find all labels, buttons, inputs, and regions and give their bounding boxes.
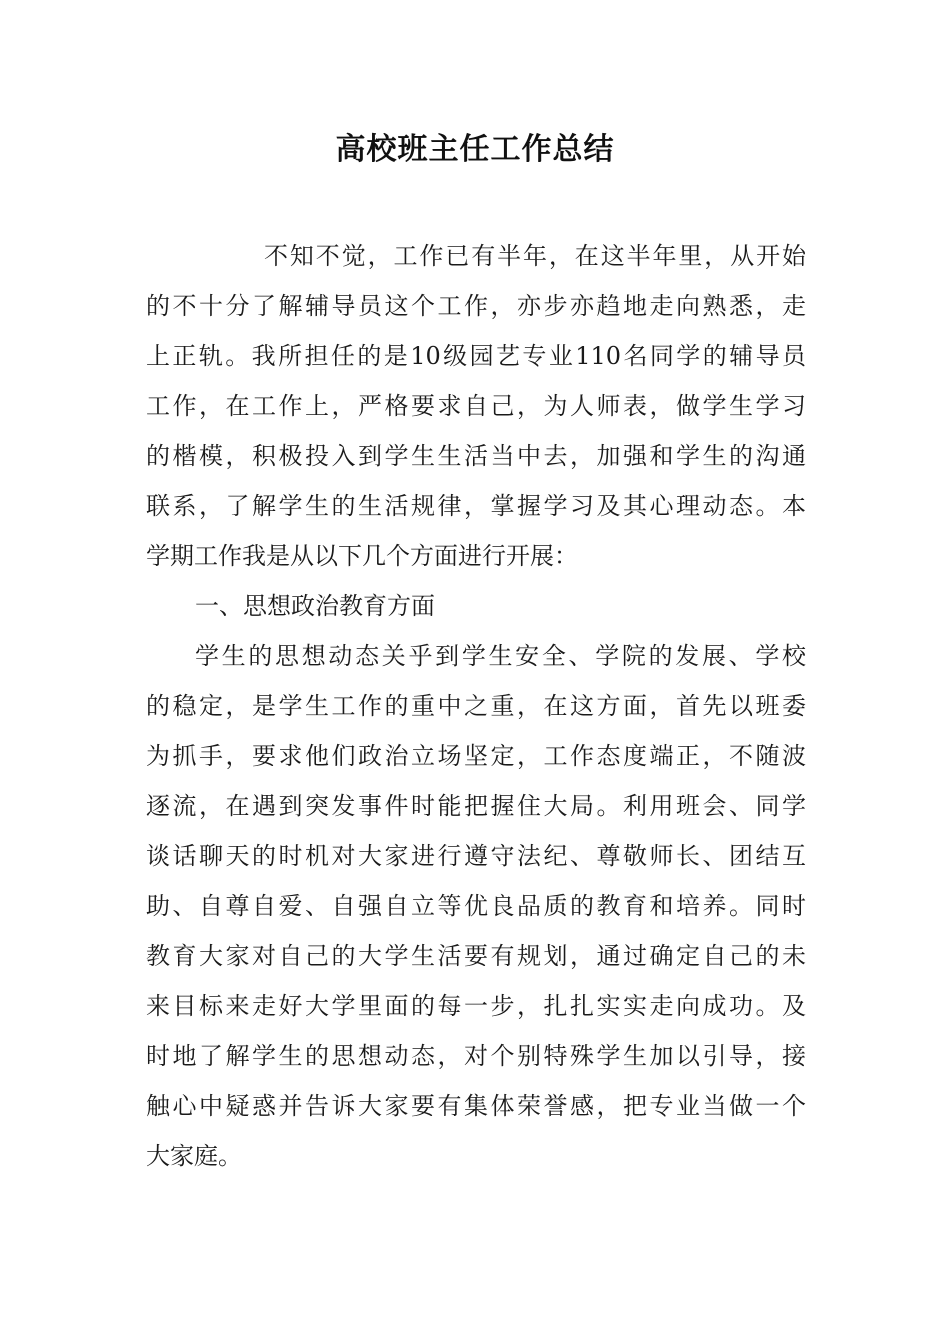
paragraph-line: 的楷模，积极投入到学生生活当中去，加强和学生的沟通 bbox=[146, 442, 806, 470]
paragraph-line: 的不十分了解辅导员这个工作，亦步亦趋地走向熟悉，走 bbox=[146, 292, 806, 320]
paragraph-line: 谈话聊天的时机对大家进行遵守法纪、尊敬师长、团结互 bbox=[146, 842, 806, 870]
paragraph-line: 大家庭。 bbox=[146, 1142, 242, 1170]
paragraph-line: 上正轨。我所担任的是10级园艺专业110名同学的辅导员 bbox=[146, 342, 806, 370]
paragraph-line: 教育大家对自己的大学生活要有规划，通过确定自己的未 bbox=[146, 942, 806, 970]
paragraph-line: 为抓手，要求他们政治立场坚定，工作态度端正，不随波 bbox=[146, 742, 806, 770]
paragraph-line: 触心中疑惑并告诉大家要有集体荣誉感，把专业当做一个 bbox=[146, 1092, 806, 1120]
paragraph-line: 时地了解学生的思想动态，对个别特殊学生加以引导，接 bbox=[146, 1042, 806, 1070]
paragraph-line: 的稳定，是学生工作的重中之重，在这方面，首先以班委 bbox=[146, 692, 806, 720]
paragraph-line: 工作，在工作上，严格要求自己，为人师表，做学生学习 bbox=[146, 392, 806, 420]
paragraph-line: 不知不觉，工作已有半年，在这半年里，从开始 bbox=[264, 242, 806, 270]
paragraph-line: 逐流，在遇到突发事件时能把握住大局。利用班会、同学 bbox=[146, 792, 806, 820]
section-heading: 一、思想政治教育方面 bbox=[195, 592, 435, 620]
paragraph-line: 助、自尊自爱、自强自立等优良品质的教育和培养。同时 bbox=[146, 892, 806, 920]
paragraph-line: 学生的思想动态关乎到学生安全、学院的发展、学校 bbox=[195, 642, 806, 670]
document-title: 高校班主任工作总结 bbox=[335, 132, 615, 167]
paragraph-line: 联系，了解学生的生活规律，掌握学习及其心理动态。本 bbox=[146, 492, 806, 520]
paragraph-line: 来目标来走好大学里面的每一步，扎扎实实走向成功。及 bbox=[146, 992, 806, 1020]
paragraph-line: 学期工作我是从以下几个方面进行开展： bbox=[146, 542, 578, 570]
